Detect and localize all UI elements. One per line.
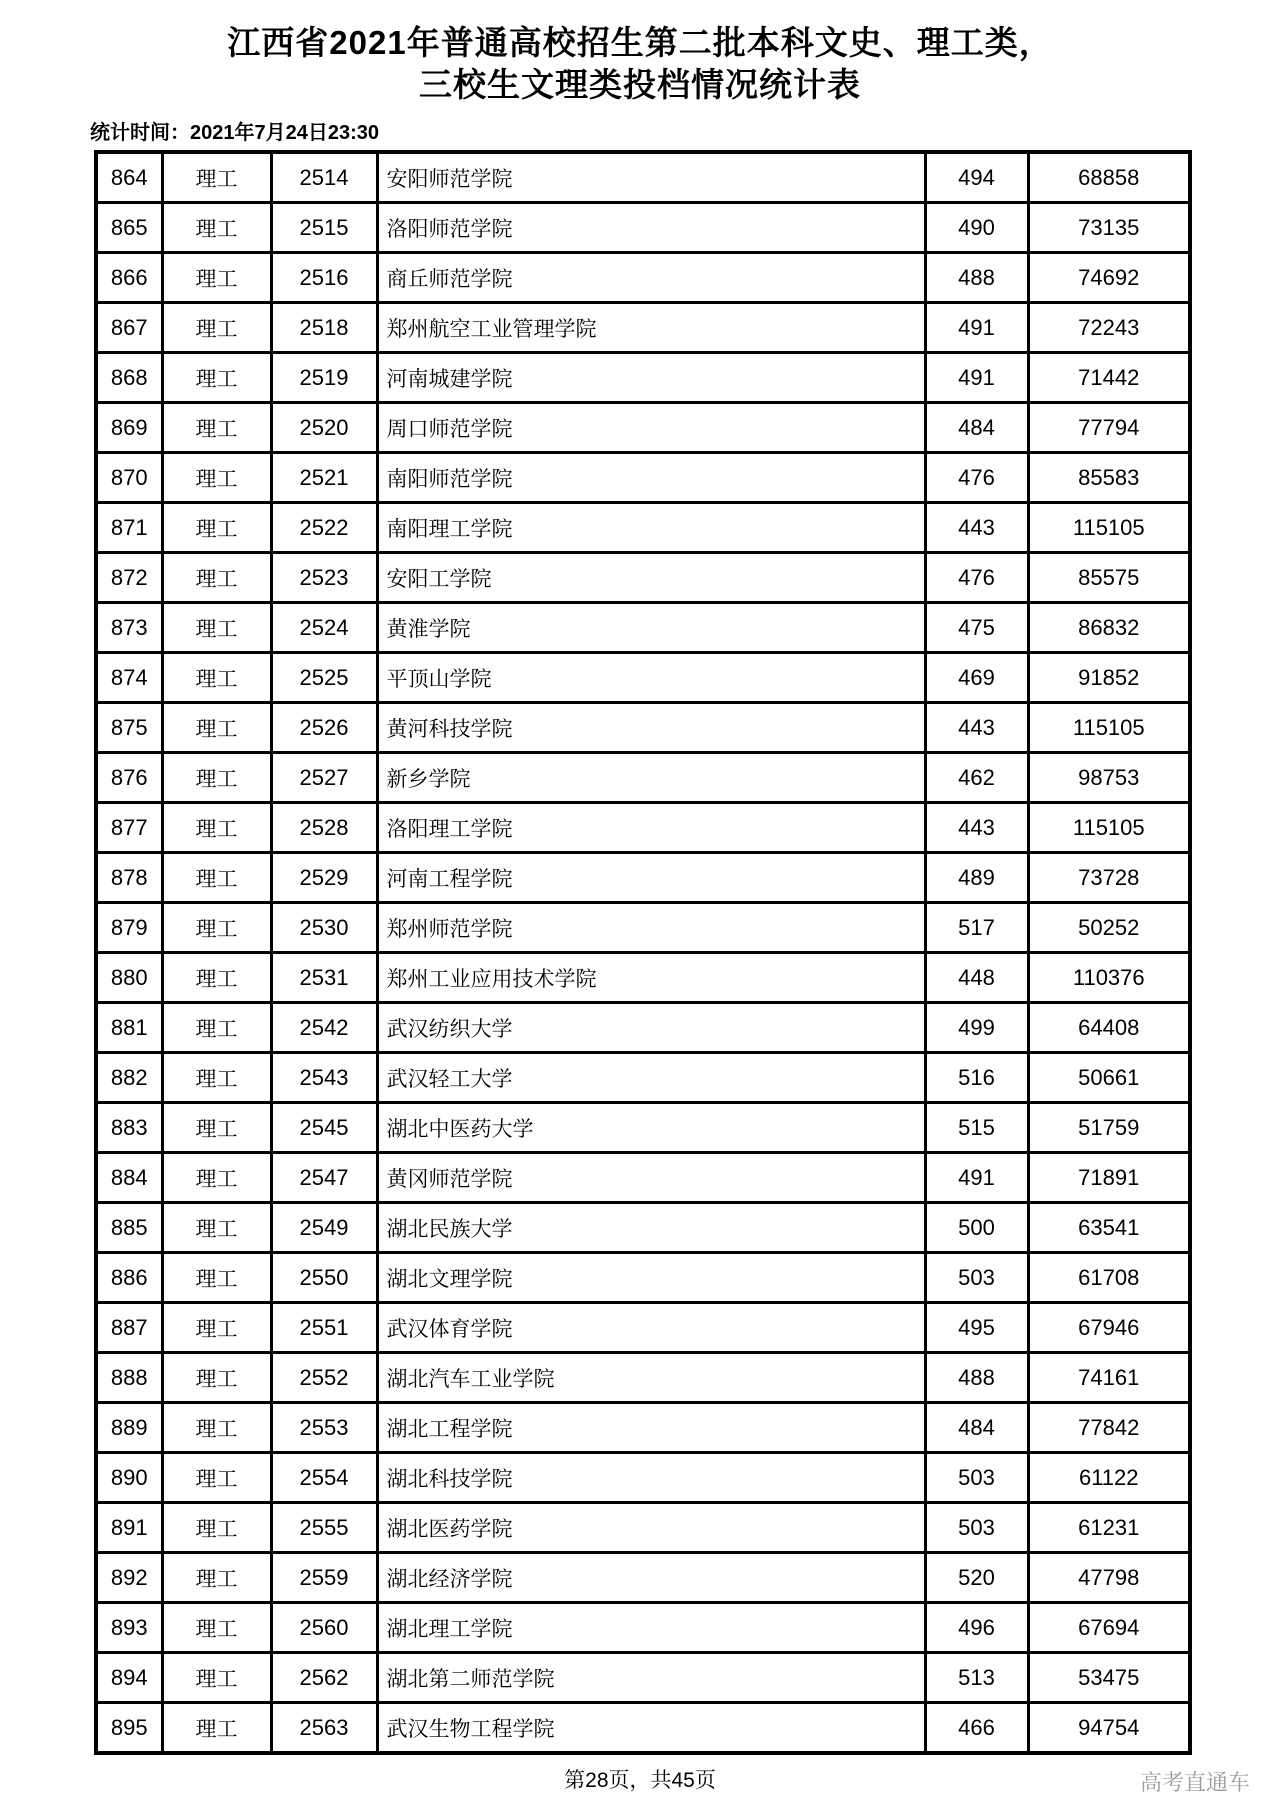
school-name-cell: 郑州工业应用技术学院 bbox=[377, 953, 925, 1003]
code-cell: 2515 bbox=[271, 203, 377, 253]
rank-cell: 94754 bbox=[1028, 1703, 1190, 1754]
seq-cell: 865 bbox=[96, 203, 162, 253]
seq-cell: 881 bbox=[96, 1003, 162, 1053]
seq-cell: 872 bbox=[96, 553, 162, 603]
code-cell: 2555 bbox=[271, 1503, 377, 1553]
rank-cell: 51759 bbox=[1028, 1103, 1190, 1153]
seq-cell: 889 bbox=[96, 1403, 162, 1453]
table-row bbox=[96, 703, 1190, 753]
school-name-cell: 湖北经济学院 bbox=[377, 1553, 925, 1603]
code-cell: 2562 bbox=[271, 1653, 377, 1703]
code-cell: 2523 bbox=[271, 553, 377, 603]
rank-cell: 73728 bbox=[1028, 853, 1190, 903]
code-cell: 2516 bbox=[271, 253, 377, 303]
rank-cell: 77794 bbox=[1028, 403, 1190, 453]
rank-cell: 47798 bbox=[1028, 1553, 1190, 1603]
code-cell: 2530 bbox=[271, 903, 377, 953]
school-name-cell: 河南工程学院 bbox=[377, 853, 925, 903]
rank-cell: 74692 bbox=[1028, 253, 1190, 303]
code-cell: 2529 bbox=[271, 853, 377, 903]
school-name-cell: 湖北医药学院 bbox=[377, 1503, 925, 1553]
page-title-line1: 江西省2021年普通高校招生第二批本科文史、理工类， bbox=[227, 24, 1053, 61]
seq-cell: 893 bbox=[96, 1603, 162, 1653]
code-cell: 2545 bbox=[271, 1103, 377, 1153]
code-cell: 2514 bbox=[271, 152, 377, 203]
school-name-cell: 武汉纺织大学 bbox=[377, 1003, 925, 1053]
category-cell: 理工 bbox=[162, 1703, 271, 1754]
score-cell: 476 bbox=[925, 453, 1028, 503]
category-cell: 理工 bbox=[162, 1203, 271, 1253]
code-cell: 2524 bbox=[271, 603, 377, 653]
table-row bbox=[96, 753, 1190, 803]
score-cell: 516 bbox=[925, 1053, 1028, 1103]
rank-cell: 50252 bbox=[1028, 903, 1190, 953]
school-name-cell: 黄河科技学院 bbox=[377, 703, 925, 753]
score-cell: 494 bbox=[925, 152, 1028, 203]
score-cell: 491 bbox=[925, 1153, 1028, 1203]
table-row bbox=[96, 203, 1190, 253]
code-cell: 2549 bbox=[271, 1203, 377, 1253]
rank-cell: 115105 bbox=[1028, 503, 1190, 553]
table-row bbox=[96, 1453, 1190, 1503]
school-name-cell: 武汉生物工程学院 bbox=[377, 1703, 925, 1754]
seq-cell: 876 bbox=[96, 753, 162, 803]
school-name-cell: 河南城建学院 bbox=[377, 353, 925, 403]
rank-cell: 71891 bbox=[1028, 1153, 1190, 1203]
score-cell: 488 bbox=[925, 253, 1028, 303]
table-row bbox=[96, 1153, 1190, 1203]
category-cell: 理工 bbox=[162, 853, 271, 903]
category-cell: 理工 bbox=[162, 1603, 271, 1653]
score-cell: 503 bbox=[925, 1253, 1028, 1303]
rank-cell: 67694 bbox=[1028, 1603, 1190, 1653]
score-cell: 476 bbox=[925, 553, 1028, 603]
table-row bbox=[96, 953, 1190, 1003]
category-cell: 理工 bbox=[162, 1153, 271, 1203]
school-name-cell: 湖北民族大学 bbox=[377, 1203, 925, 1253]
page-footer bbox=[0, 1764, 1280, 1796]
seq-cell: 868 bbox=[96, 353, 162, 403]
rank-cell: 110376 bbox=[1028, 953, 1190, 1003]
table-row bbox=[96, 553, 1190, 603]
category-cell: 理工 bbox=[162, 453, 271, 503]
score-cell: 496 bbox=[925, 1603, 1028, 1653]
score-cell: 448 bbox=[925, 953, 1028, 1003]
category-cell: 理工 bbox=[162, 1353, 271, 1403]
score-cell: 503 bbox=[925, 1503, 1028, 1553]
page-number: 第28页，共45页 bbox=[564, 1769, 716, 1793]
seq-cell: 867 bbox=[96, 303, 162, 353]
category-cell: 理工 bbox=[162, 403, 271, 453]
rank-cell: 115105 bbox=[1028, 803, 1190, 853]
code-cell: 2553 bbox=[271, 1403, 377, 1453]
code-cell: 2563 bbox=[271, 1703, 377, 1754]
table-row bbox=[96, 1303, 1190, 1353]
rank-cell: 61708 bbox=[1028, 1253, 1190, 1303]
seq-cell: 880 bbox=[96, 953, 162, 1003]
rank-cell: 53475 bbox=[1028, 1653, 1190, 1703]
table-row bbox=[96, 1103, 1190, 1153]
school-name-cell: 郑州师范学院 bbox=[377, 903, 925, 953]
table-row bbox=[96, 853, 1190, 903]
school-name-cell: 湖北文理学院 bbox=[377, 1253, 925, 1303]
category-cell: 理工 bbox=[162, 1653, 271, 1703]
school-name-cell: 湖北中医药大学 bbox=[377, 1103, 925, 1153]
school-name-cell: 周口师范学院 bbox=[377, 403, 925, 453]
rank-cell: 67946 bbox=[1028, 1303, 1190, 1353]
category-cell: 理工 bbox=[162, 503, 271, 553]
code-cell: 2554 bbox=[271, 1453, 377, 1503]
seq-cell: 884 bbox=[96, 1153, 162, 1203]
school-name-cell: 湖北理工学院 bbox=[377, 1603, 925, 1653]
category-cell: 理工 bbox=[162, 703, 271, 753]
rank-cell: 85583 bbox=[1028, 453, 1190, 503]
seq-cell: 873 bbox=[96, 603, 162, 653]
table-row bbox=[96, 1203, 1190, 1253]
school-name-cell: 黄冈师范学院 bbox=[377, 1153, 925, 1203]
rank-cell: 50661 bbox=[1028, 1053, 1190, 1103]
score-cell: 495 bbox=[925, 1303, 1028, 1353]
code-cell: 2522 bbox=[271, 503, 377, 553]
rank-cell: 115105 bbox=[1028, 703, 1190, 753]
seq-cell: 882 bbox=[96, 1053, 162, 1103]
score-cell: 443 bbox=[925, 803, 1028, 853]
rank-cell: 74161 bbox=[1028, 1353, 1190, 1403]
school-name-cell: 湖北汽车工业学院 bbox=[377, 1353, 925, 1403]
school-name-cell: 郑州航空工业管理学院 bbox=[377, 303, 925, 353]
score-cell: 475 bbox=[925, 603, 1028, 653]
school-name-cell: 武汉体育学院 bbox=[377, 1303, 925, 1353]
code-cell: 2550 bbox=[271, 1253, 377, 1303]
category-cell: 理工 bbox=[162, 553, 271, 603]
code-cell: 2521 bbox=[271, 453, 377, 503]
category-cell: 理工 bbox=[162, 603, 271, 653]
code-cell: 2543 bbox=[271, 1053, 377, 1103]
table-row bbox=[96, 1553, 1190, 1603]
table-row bbox=[96, 1603, 1190, 1653]
code-cell: 2551 bbox=[271, 1303, 377, 1353]
category-cell: 理工 bbox=[162, 1003, 271, 1053]
table-row bbox=[96, 303, 1190, 353]
table-row bbox=[96, 152, 1190, 203]
category-cell: 理工 bbox=[162, 953, 271, 1003]
school-name-cell: 湖北工程学院 bbox=[377, 1403, 925, 1453]
category-cell: 理工 bbox=[162, 1453, 271, 1503]
category-cell: 理工 bbox=[162, 1503, 271, 1553]
rank-cell: 73135 bbox=[1028, 203, 1190, 253]
seq-cell: 890 bbox=[96, 1453, 162, 1503]
score-cell: 517 bbox=[925, 903, 1028, 953]
seq-cell: 874 bbox=[96, 653, 162, 703]
score-cell: 469 bbox=[925, 653, 1028, 703]
rank-cell: 61231 bbox=[1028, 1503, 1190, 1553]
table-row bbox=[96, 653, 1190, 703]
school-name-cell: 安阳师范学院 bbox=[377, 152, 925, 203]
seq-cell: 888 bbox=[96, 1353, 162, 1403]
category-cell: 理工 bbox=[162, 1103, 271, 1153]
rank-cell: 98753 bbox=[1028, 753, 1190, 803]
seq-cell: 870 bbox=[96, 453, 162, 503]
rank-cell: 77842 bbox=[1028, 1403, 1190, 1453]
seq-cell: 886 bbox=[96, 1253, 162, 1303]
school-name-cell: 商丘师范学院 bbox=[377, 253, 925, 303]
rank-cell: 86832 bbox=[1028, 603, 1190, 653]
seq-cell: 879 bbox=[96, 903, 162, 953]
category-cell: 理工 bbox=[162, 152, 271, 203]
table-row bbox=[96, 503, 1190, 553]
school-name-cell: 湖北第二师范学院 bbox=[377, 1653, 925, 1703]
school-name-cell: 洛阳理工学院 bbox=[377, 803, 925, 853]
table-row bbox=[96, 253, 1190, 303]
code-cell: 2547 bbox=[271, 1153, 377, 1203]
table-row bbox=[96, 1403, 1190, 1453]
table-body bbox=[96, 152, 1190, 1753]
stats-time-value: 2021年7月24日23:30 bbox=[190, 122, 380, 145]
admission-table bbox=[94, 150, 1192, 1755]
score-cell: 484 bbox=[925, 403, 1028, 453]
rank-cell: 61122 bbox=[1028, 1453, 1190, 1503]
category-cell: 理工 bbox=[162, 1253, 271, 1303]
watermark-text: 高考直通车 bbox=[1139, 1771, 1250, 1797]
category-cell: 理工 bbox=[162, 253, 271, 303]
table-row bbox=[96, 1503, 1190, 1553]
score-cell: 520 bbox=[925, 1553, 1028, 1603]
score-cell: 488 bbox=[925, 1353, 1028, 1403]
category-cell: 理工 bbox=[162, 753, 271, 803]
seq-cell: 866 bbox=[96, 253, 162, 303]
table-row bbox=[96, 1703, 1190, 1754]
rank-cell: 63541 bbox=[1028, 1203, 1190, 1253]
code-cell: 2519 bbox=[271, 353, 377, 403]
rank-cell: 91852 bbox=[1028, 653, 1190, 703]
score-cell: 491 bbox=[925, 303, 1028, 353]
category-cell: 理工 bbox=[162, 353, 271, 403]
table-row bbox=[96, 453, 1190, 503]
code-cell: 2542 bbox=[271, 1003, 377, 1053]
table-row bbox=[96, 1653, 1190, 1703]
school-name-cell: 新乡学院 bbox=[377, 753, 925, 803]
code-cell: 2527 bbox=[271, 753, 377, 803]
seq-cell: 885 bbox=[96, 1203, 162, 1253]
seq-cell: 887 bbox=[96, 1303, 162, 1353]
table-row bbox=[96, 1053, 1190, 1103]
score-cell: 462 bbox=[925, 753, 1028, 803]
category-cell: 理工 bbox=[162, 303, 271, 353]
table-row bbox=[96, 603, 1190, 653]
rank-cell: 64408 bbox=[1028, 1003, 1190, 1053]
category-cell: 理工 bbox=[162, 203, 271, 253]
seq-cell: 869 bbox=[96, 403, 162, 453]
score-cell: 513 bbox=[925, 1653, 1028, 1703]
school-name-cell: 安阳工学院 bbox=[377, 553, 925, 603]
rank-cell: 85575 bbox=[1028, 553, 1190, 603]
score-cell: 443 bbox=[925, 503, 1028, 553]
table-row bbox=[96, 1353, 1190, 1403]
code-cell: 2526 bbox=[271, 703, 377, 753]
category-cell: 理工 bbox=[162, 903, 271, 953]
score-cell: 491 bbox=[925, 353, 1028, 403]
table-row bbox=[96, 1253, 1190, 1303]
table-row bbox=[96, 403, 1190, 453]
code-cell: 2531 bbox=[271, 953, 377, 1003]
rank-cell: 72243 bbox=[1028, 303, 1190, 353]
code-cell: 2520 bbox=[271, 403, 377, 453]
category-cell: 理工 bbox=[162, 803, 271, 853]
table-row bbox=[96, 803, 1190, 853]
score-cell: 500 bbox=[925, 1203, 1028, 1253]
category-cell: 理工 bbox=[162, 653, 271, 703]
category-cell: 理工 bbox=[162, 1053, 271, 1103]
rank-cell: 68858 bbox=[1028, 152, 1190, 203]
score-cell: 490 bbox=[925, 203, 1028, 253]
score-cell: 484 bbox=[925, 1403, 1028, 1453]
seq-cell: 894 bbox=[96, 1653, 162, 1703]
code-cell: 2518 bbox=[271, 303, 377, 353]
table-row bbox=[96, 1003, 1190, 1053]
code-cell: 2559 bbox=[271, 1553, 377, 1603]
code-cell: 2528 bbox=[271, 803, 377, 853]
code-cell: 2552 bbox=[271, 1353, 377, 1403]
school-name-cell: 黄淮学院 bbox=[377, 603, 925, 653]
seq-cell: 891 bbox=[96, 1503, 162, 1553]
seq-cell: 875 bbox=[96, 703, 162, 753]
seq-cell: 871 bbox=[96, 503, 162, 553]
seq-cell: 864 bbox=[96, 152, 162, 203]
school-name-cell: 湖北科技学院 bbox=[377, 1453, 925, 1503]
page-title-line2: 三校生文理类投档情况统计表 bbox=[419, 66, 861, 104]
school-name-cell: 洛阳师范学院 bbox=[377, 203, 925, 253]
seq-cell: 883 bbox=[96, 1103, 162, 1153]
score-cell: 499 bbox=[925, 1003, 1028, 1053]
category-cell: 理工 bbox=[162, 1553, 271, 1603]
score-cell: 466 bbox=[925, 1703, 1028, 1754]
school-name-cell: 南阳师范学院 bbox=[377, 453, 925, 503]
stats-time-label: 统计时间： bbox=[90, 122, 190, 145]
page-title bbox=[0, 0, 1280, 106]
code-cell: 2560 bbox=[271, 1603, 377, 1653]
table-row bbox=[96, 353, 1190, 403]
score-cell: 489 bbox=[925, 853, 1028, 903]
school-name-cell: 南阳理工学院 bbox=[377, 503, 925, 553]
score-cell: 503 bbox=[925, 1453, 1028, 1503]
rank-cell: 71442 bbox=[1028, 353, 1190, 403]
seq-cell: 877 bbox=[96, 803, 162, 853]
score-cell: 515 bbox=[925, 1103, 1028, 1153]
school-name-cell: 武汉轻工大学 bbox=[377, 1053, 925, 1103]
seq-cell: 878 bbox=[96, 853, 162, 903]
table-row bbox=[96, 903, 1190, 953]
stats-time bbox=[90, 116, 1280, 145]
score-cell: 443 bbox=[925, 703, 1028, 753]
category-cell: 理工 bbox=[162, 1403, 271, 1453]
seq-cell: 895 bbox=[96, 1703, 162, 1754]
category-cell: 理工 bbox=[162, 1303, 271, 1353]
school-name-cell: 平顶山学院 bbox=[377, 653, 925, 703]
seq-cell: 892 bbox=[96, 1553, 162, 1603]
code-cell: 2525 bbox=[271, 653, 377, 703]
